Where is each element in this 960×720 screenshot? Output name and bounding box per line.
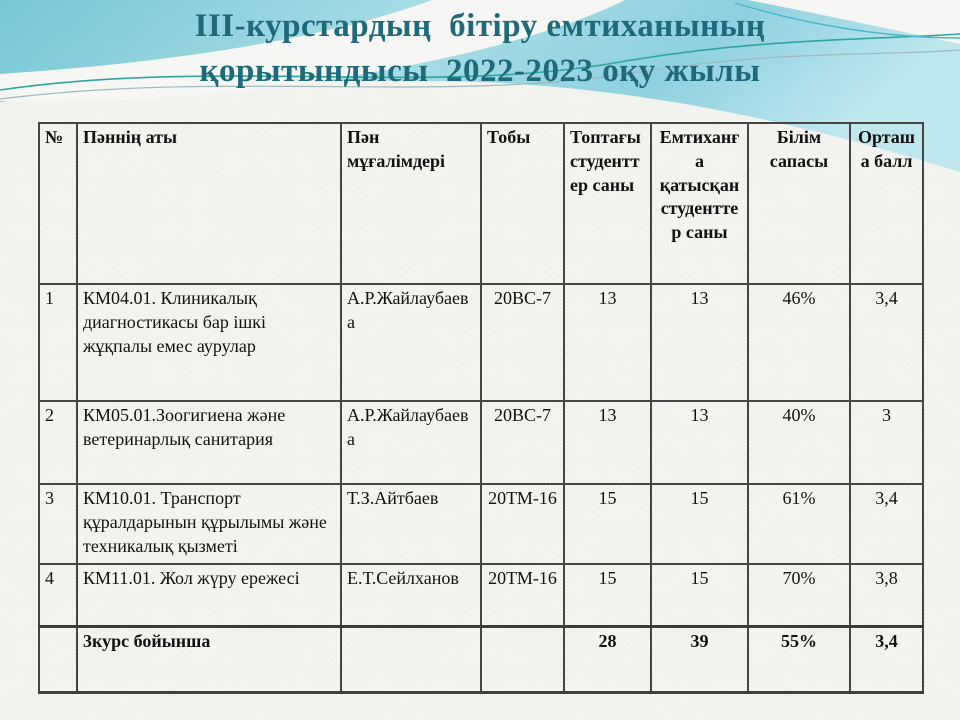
cell-num: 2 [39, 401, 77, 484]
cell-subject: 3курс бойынша [77, 626, 341, 692]
cell-teacher: Е.Т.Сейлханов [341, 564, 481, 626]
cell-exam-students: 15 [651, 564, 748, 626]
cell-group-students: 15 [564, 484, 651, 564]
col-header-subject: Пәннің аты [77, 123, 341, 284]
cell-num: 3 [39, 484, 77, 564]
col-header-group-students: Топтағы студенттер саны [564, 123, 651, 284]
cell-exam-students: 15 [651, 484, 748, 564]
cell-quality: 46% [748, 284, 850, 401]
cell-subject: КМ10.01. Транспорт құралдарынын құрылымы және техникалық қызметі [77, 484, 341, 564]
cell-avg: 3,4 [850, 284, 923, 401]
cell-teacher [341, 626, 481, 692]
cell-teacher: А.Р.Жайлаубаева [341, 284, 481, 401]
cell-group-students: 28 [564, 626, 651, 692]
cell-subject: КМ05.01.Зоогигиена және ветеринарлық санитария [77, 401, 341, 484]
cell-exam-students: 13 [651, 284, 748, 401]
table-row [39, 484, 923, 564]
table-row [39, 284, 923, 401]
cell-num [39, 626, 77, 692]
cell-quality: 61% [748, 484, 850, 564]
cell-group: 20ВС-7 [481, 401, 564, 484]
cell-group-students: 15 [564, 564, 651, 626]
col-header-teacher: Пән мұғалімдері [341, 123, 481, 284]
table-row [39, 401, 923, 484]
cell-quality: 70% [748, 564, 850, 626]
col-header-exam-students: Емтиханға қатысқан студенттер саны [651, 123, 748, 284]
table-row [39, 564, 923, 626]
col-header-num: № [39, 123, 77, 284]
slide-title-line1: ІІІ-курстардың бітіру емтиханының [194, 8, 766, 44]
slide-title-line2: қорытындысы 2022-2023 оқу жылы [199, 52, 761, 89]
cell-quality: 40% [748, 401, 850, 484]
cell-avg: 3,4 [850, 484, 923, 564]
col-header-quality: Білім сапасы [748, 123, 850, 284]
cell-num: 1 [39, 284, 77, 401]
cell-exam-students: 13 [651, 401, 748, 484]
exam-results-table [38, 122, 924, 694]
cell-group-students: 13 [564, 401, 651, 484]
cell-num: 4 [39, 564, 77, 626]
cell-group: 20ТМ-16 [481, 564, 564, 626]
col-header-avg: Орташа балл [850, 123, 923, 284]
cell-teacher: А.Р.Жайлаубаева [341, 401, 481, 484]
cell-avg: 3,4 [850, 626, 923, 692]
slide-title [0, 4, 960, 93]
cell-group: 20ВС-7 [481, 284, 564, 401]
table-header-row [39, 123, 923, 284]
table-total-row [39, 626, 923, 692]
cell-quality: 55% [748, 626, 850, 692]
cell-avg: 3 [850, 401, 923, 484]
cell-teacher: Т.З.Айтбаев [341, 484, 481, 564]
cell-subject: КМ11.01. Жол жүру ережесі [77, 564, 341, 626]
col-header-group: Тобы [481, 123, 564, 284]
cell-exam-students: 39 [651, 626, 748, 692]
cell-avg: 3,8 [850, 564, 923, 626]
cell-group: 20ТМ-16 [481, 484, 564, 564]
cell-group [481, 626, 564, 692]
cell-subject: КМ04.01. Клиникалық диагностикасы бар ішкі жұқпалы емес аурулар [77, 284, 341, 401]
cell-group-students: 13 [564, 284, 651, 401]
